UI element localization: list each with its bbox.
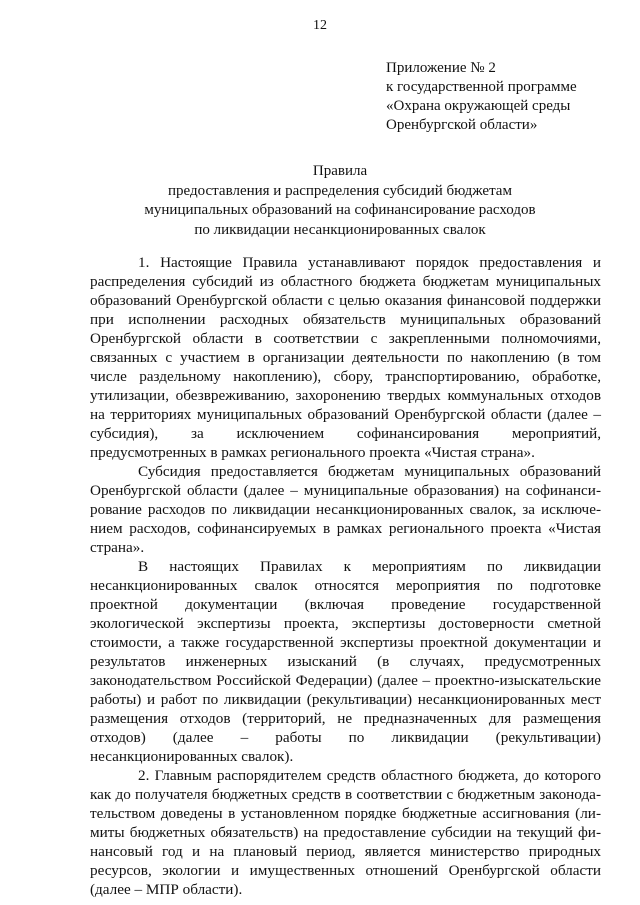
- paragraph-4: 2. Главным распорядителем средств областного бюджета, до которого как до получателя бюджетных средств в соответствии с бюджетным законодательством доведены в установленном порядке бюджетные ассигнования (лимиты бюджетных обязательств) на предоставление субсидии на текущий финансовый год и на плановый период, является министерство природных ресурсов, экологии и имущественных отношений Оренбургской области (далее – МПР области).: [90, 767, 601, 898]
- paragraph-2: Субсидия предоставляется бюджетам муниципальных образований Оренбургской области (далее – муниципальные образования) на софинансирование расходов по ликвидации несанкционированных свалок, за исключением расходов, софинансируемых в рамках регионального проекта «Чистая страна».: [90, 463, 601, 556]
- appendix-line: «Охрана окружающей среды: [386, 98, 571, 114]
- page-number: 12: [313, 18, 327, 33]
- title-line: муниципальных образований на софинансирование расходов: [144, 202, 536, 218]
- appendix-line: Приложение № 2: [386, 60, 496, 76]
- paragraph-3: В настоящих Правилах к мероприятиям по ликвидации несанкционированных свалок относятся мероприятия по подготовке проектной документации (включая проведение государственной экологической экспертизы проекта, экспертизы достоверности сметной стоимости, а также государственной экспертизы проектной документации и результатов инженерных изысканий (в случаях, предусмотренных законодательством Российской Федерации) (далее – проектно-изыскательские работы) и работ по ликвидации (рекультивации) несанкционированных мест размещения отходов (территорий, не предназначенных для размещения отходов) (далее – работы по ликвидации (рекультивации) несанкционированных свалок).: [90, 558, 601, 765]
- appendix-line: к государственной программе: [386, 79, 577, 95]
- appendix-header: [386, 59, 626, 135]
- paragraph-1: 1. Настоящие Правила устанавливают порядок предоставления и распределения субсидий из областного бюджета бюджетам муниципальных образований Оренбургской области с целью оказания финансовой поддержки при исполнении расходных обязательств муниципальных образований Оренбургской области в соответствии с закрепленными полномочиями, связанных с участием в организации деятельности по накоплению (в том числе раздельному накоплению), сбору, транспортированию, обработке, утилизации, обезвреживанию, захоронению твердых коммунальных отходов на территориях муниципальных образований Оренбургской области (далее – субсидия), за исключением софинансирования мероприятий, предусмотренных в рамках регионального проекта «Чистая страна».: [90, 254, 601, 461]
- title-heading: Правила: [312, 163, 368, 179]
- document-body: [90, 253, 601, 899]
- title-line: по ликвидации несанкционированных свалок: [194, 221, 486, 238]
- document-title: [60, 162, 620, 240]
- title-line: предоставления и распределения субсидий бюджетам: [168, 182, 512, 199]
- appendix-line: Оренбургской области»: [386, 117, 538, 133]
